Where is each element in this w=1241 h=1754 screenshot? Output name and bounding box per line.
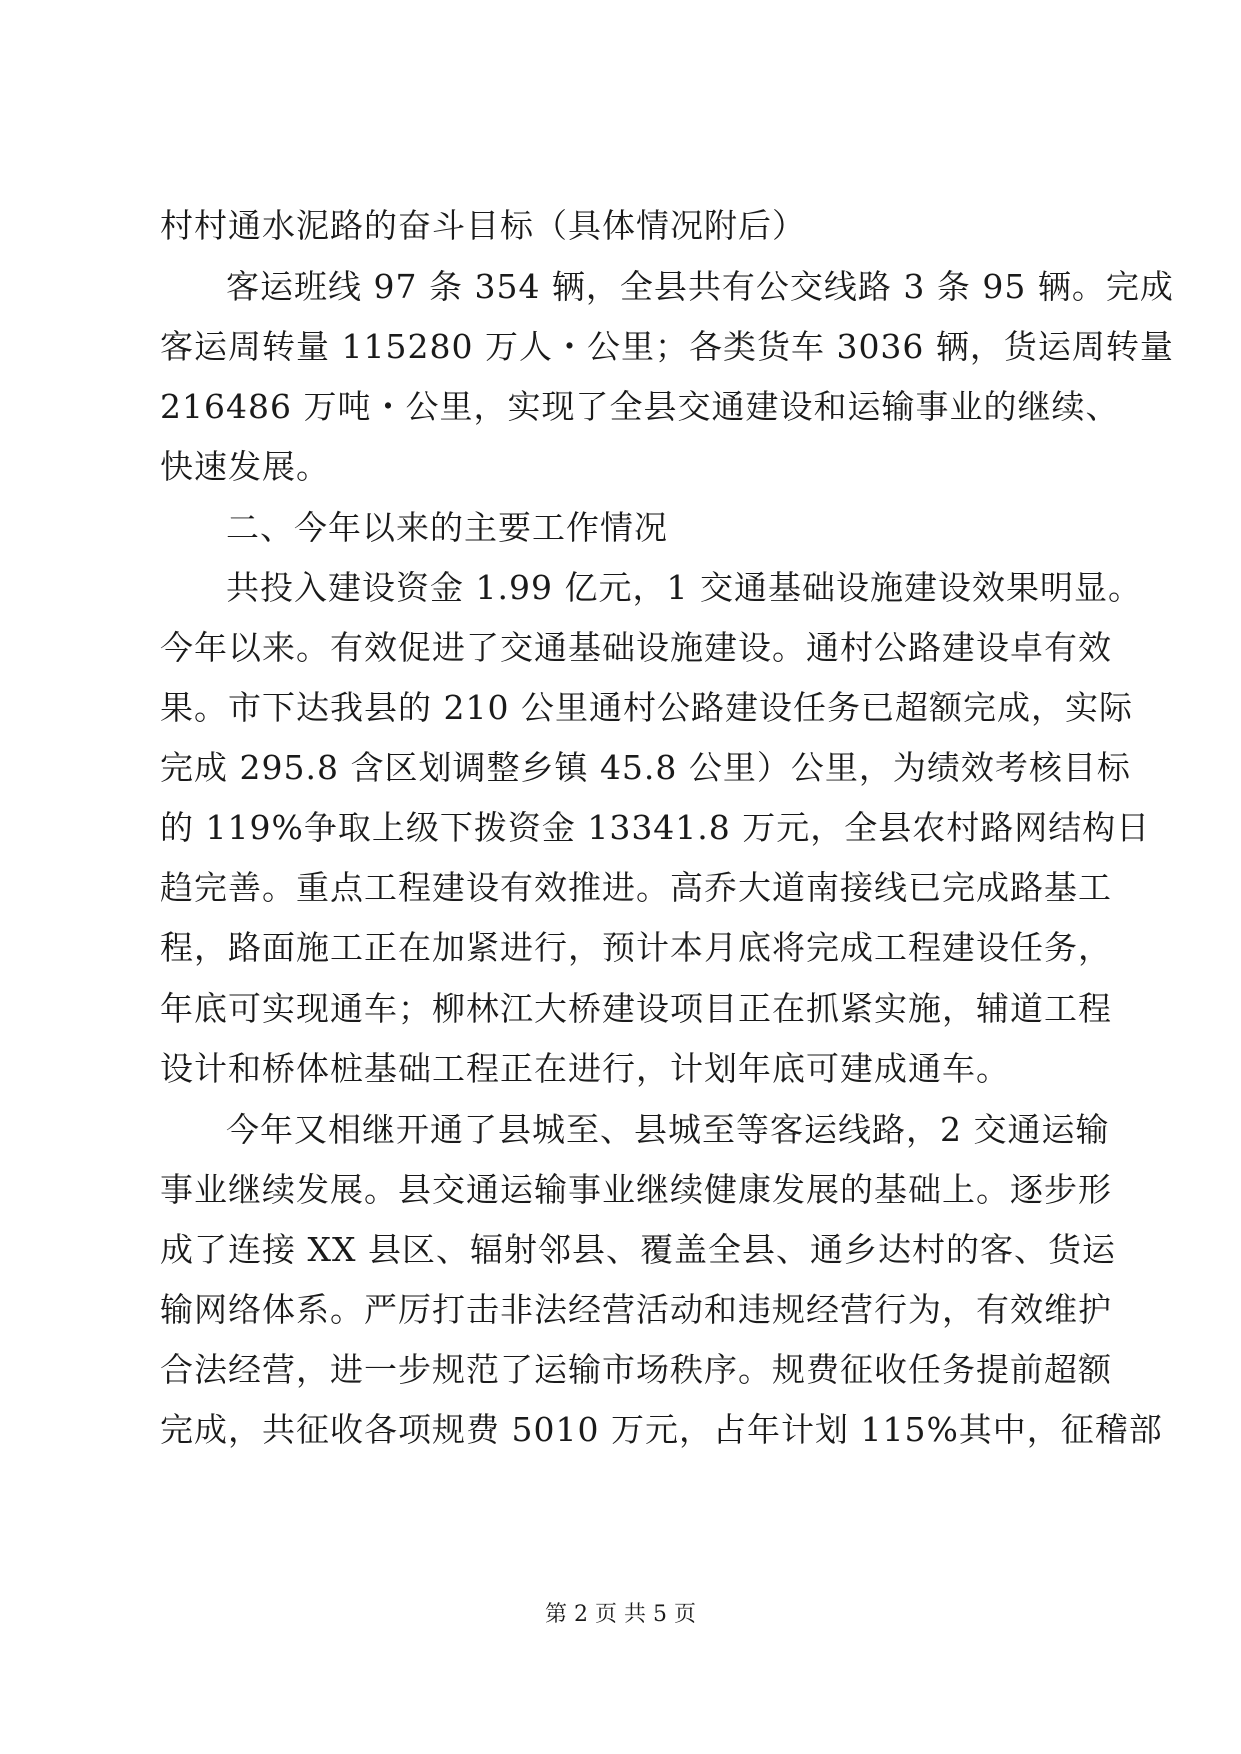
text-line: 输网络体系。严厉打击非法经营活动和违规经营行为，有效维护 — [160, 1290, 1112, 1329]
text-line: 客运班线 97 条 354 辆，全县共有公交线路 3 条 95 辆。完成 — [226, 267, 1174, 306]
page-footer: 第 2 页 共 5 页 — [545, 1602, 696, 1627]
text-line: 成了连接 XX 县区、辐射邻县、覆盖全县、通乡达村的客、货运 — [160, 1230, 1116, 1269]
text-line: 今年又相继开通了县城至、县城至等客运线路，2 交通运输 — [226, 1110, 1110, 1149]
text-line: 事业继续发展。县交通运输事业继续健康发展的基础上。逐步形 — [160, 1170, 1112, 1209]
text-line: 的 119%争取上级下拨资金 13341.8 万元，全县农村路网结构日 — [160, 808, 1151, 847]
text-line: 共投入建设资金 1.99 亿元，1 交通基础设施建设效果明显。 — [226, 568, 1142, 607]
text-line: 年底可实现通车；柳林江大桥建设项目正在抓紧实施，辅道工程 — [160, 989, 1112, 1028]
text-line: 客运周转量 115280 万人・公里；各类货车 3036 辆，货运周转量 — [160, 327, 1174, 366]
text-line: 程，路面施工正在加紧进行，预计本月底将完成工程建设任务， — [160, 928, 1112, 967]
text-line: 趋完善。重点工程建设有效推进。高乔大道南接线已完成路基工 — [160, 868, 1112, 907]
text-line: 合法经营，进一步规范了运输市场秩序。规费征收任务提前超额 — [160, 1350, 1112, 1389]
text-line: 村村通水泥路的奋斗目标（具体情况附后） — [160, 206, 806, 245]
text-line: 快速发展。 — [160, 447, 330, 486]
text-line: 设计和桥体桩基础工程正在进行，计划年底可建成通车。 — [160, 1049, 1010, 1088]
section-heading: 二、今年以来的主要工作情况 — [226, 508, 668, 547]
text-line: 完成 295.8 含区划调整乡镇 45.8 公里）公里，为绩效考核目标 — [160, 748, 1131, 787]
text-line: 完成，共征收各项规费 5010 万元，占年计划 115%其中，征稽部 — [160, 1410, 1163, 1449]
text-line: 今年以来。有效促进了交通基础设施建设。通村公路建设卓有效 — [160, 628, 1112, 667]
text-line: 216486 万吨・公里，实现了全县交通建设和运输事业的继续、 — [160, 387, 1120, 426]
text-line: 果。市下达我县的 210 公里通村公路建设任务已超额完成，实际 — [160, 688, 1133, 727]
